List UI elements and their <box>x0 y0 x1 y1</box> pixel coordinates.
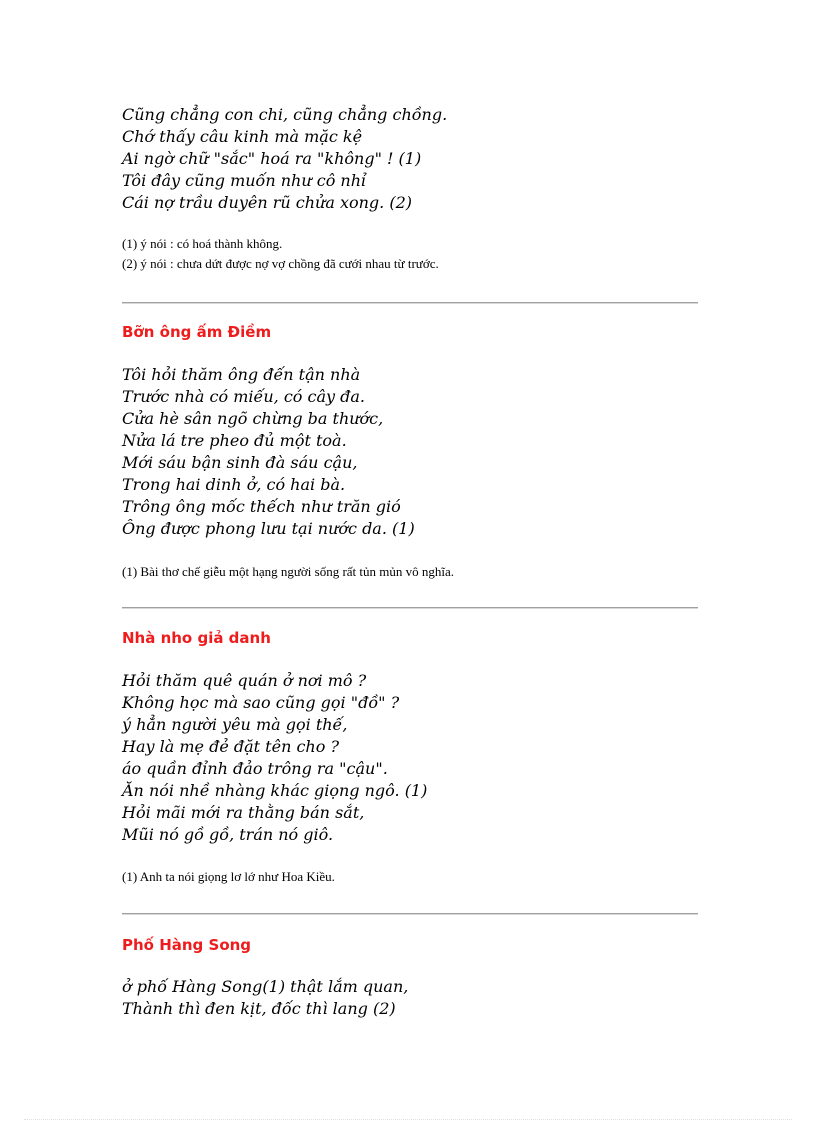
poem-line: áo quần đỉnh đảo trông ra "cậu". <box>122 759 388 778</box>
poem-section-3 <box>122 670 702 846</box>
notes-top <box>122 234 702 274</box>
poem-line: Ai ngờ chữ "sắc" hoá ra "không" ! (1) <box>122 149 422 168</box>
poem-top <box>122 104 702 214</box>
section-title: Phố Hàng Song <box>122 936 252 954</box>
footnote: (1) ý nói : có hoá thành không. <box>122 236 283 251</box>
section-divider <box>122 607 698 609</box>
poem-line: Hay là mẹ đẻ đặt tên cho ? <box>122 737 340 756</box>
poem-line: Hỏi thăm quê quán ở nơi mô ? <box>122 671 367 690</box>
poem-line: Tôi đây cũng muốn như cô nhỉ <box>122 171 367 190</box>
poem-line: Nửa lá tre pheo đủ một toà. <box>122 431 347 450</box>
section-title: Bỡn ông ấm Điềm <box>122 323 272 341</box>
page-footer-border <box>24 1119 792 1120</box>
notes-section-2 <box>122 562 702 582</box>
poem-line: Cái nợ trầu duyên rũ chửa xong. (2) <box>122 193 412 212</box>
section-title: Nhà nho giả danh <box>122 629 271 647</box>
poem-line: Ông được phong lưu tại nước da. (1) <box>122 519 415 538</box>
poem-line: Thành thì đen kịt, đốc thì lang (2) <box>122 999 396 1018</box>
poem-line: Mới sáu bận sinh đà sáu cậu, <box>122 453 358 472</box>
poem-line: Cũng chẳng con chi, cũng chẳng chồng. <box>122 105 448 124</box>
poem-line: Trông ông mốc thếch như trăn gió <box>122 497 401 516</box>
poem-line: Tôi hỏi thăm ông đến tận nhà <box>122 365 361 384</box>
poem-line: ý hẳn người yêu mà gọi thế, <box>122 715 348 734</box>
poem-line: Không học mà sao cũng gọi "đồ" ? <box>122 693 400 712</box>
section-divider <box>122 302 698 304</box>
poem-line: Hỏi mãi mới ra thằng bán sắt, <box>122 803 365 822</box>
poem-section-2 <box>122 364 702 540</box>
notes-section-3 <box>122 867 702 887</box>
section-divider <box>122 913 698 915</box>
poem-section-4 <box>122 976 702 1020</box>
footnote: (2) ý nói : chưa dứt được nợ vợ chồng đã cưới nhau từ trước. <box>122 256 439 271</box>
poem-line: Cửa hè sân ngõ chừng ba thước, <box>122 409 384 428</box>
poem-line: Chớ thấy câu kinh mà mặc kệ <box>122 127 363 146</box>
footnote: (1) Anh ta nói giọng lơ lớ như Hoa Kiều. <box>122 869 335 884</box>
poem-line: Mũi nó gồ gồ, trán nó giô. <box>122 825 334 844</box>
poem-line: Ăn nói nhề nhàng khác giọng ngô. (1) <box>122 781 428 800</box>
poem-line: Trong hai dinh ở, có hai bà. <box>122 475 346 494</box>
poem-line: ở phố Hàng Song(1) thật lắm quan, <box>122 977 409 996</box>
footnote: (1) Bài thơ chế giễu một hạng người sống rất tủn mủn vô nghĩa. <box>122 564 455 579</box>
poem-line: Trước nhà có miếu, có cây đa. <box>122 387 365 406</box>
